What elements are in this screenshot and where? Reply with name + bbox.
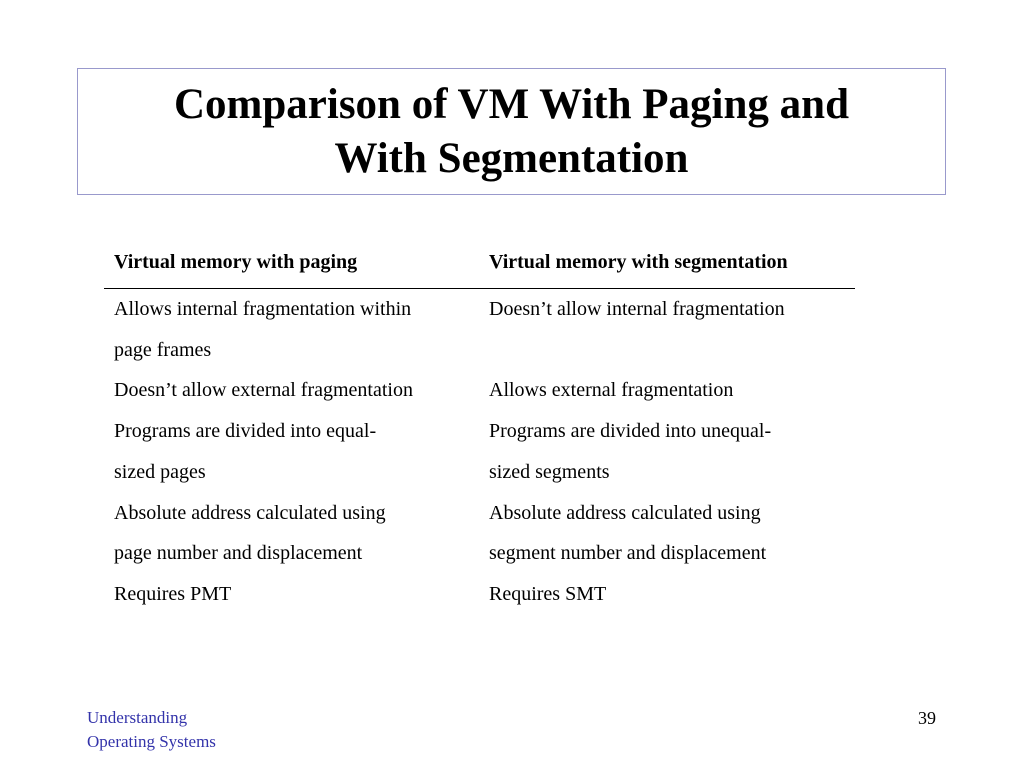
slide-title-line-1: Comparison of VM With Paging and	[174, 80, 849, 128]
header-segmentation: Virtual memory with segmentation	[489, 251, 788, 273]
table-row	[104, 533, 855, 574]
footer-line-1: Understanding	[87, 708, 188, 727]
footer-line-2: Operating Systems	[87, 732, 216, 751]
table-cell-paging: page number and displacement	[114, 542, 363, 565]
table-cell-segmentation: segment number and displacement	[489, 542, 767, 565]
footer-book-title	[87, 706, 216, 754]
table-cell-segmentation	[479, 330, 855, 371]
title-box	[77, 68, 946, 195]
table-cell-paging: Programs are divided into equal-	[114, 420, 377, 443]
page-number: 39	[918, 708, 936, 728]
table-row	[104, 289, 855, 330]
table-row	[104, 370, 855, 411]
table-cell-segmentation: Absolute address calculated using	[489, 501, 761, 524]
table-cell-segmentation: Requires SMT	[489, 582, 607, 605]
table-cell-paging: page frames	[114, 338, 212, 361]
table-cell-segmentation: Programs are divided into unequal-	[489, 420, 772, 443]
table-row	[104, 493, 855, 534]
table-cell-paging: Doesn’t allow external fragmentation	[114, 379, 413, 402]
table-row	[104, 411, 855, 452]
table-cell-paging: sized pages	[114, 460, 206, 483]
comparison-table	[104, 241, 855, 615]
table-cell-paging: Absolute address calculated using	[114, 501, 386, 524]
table-cell-segmentation: sized segments	[489, 460, 610, 483]
table-cell-segmentation: Allows external fragmentation	[489, 379, 734, 402]
table-cell-segmentation: Doesn’t allow internal fragmentation	[489, 298, 785, 320]
table-row	[104, 452, 855, 493]
table-cell-paging: Allows internal fragmentation within	[114, 298, 412, 320]
table-row	[104, 574, 855, 615]
table-row	[104, 330, 855, 371]
table-header-row	[104, 241, 855, 289]
slide-title-line-2: With Segmentation	[334, 134, 689, 182]
header-paging: Virtual memory with paging	[114, 251, 358, 273]
table-cell-paging: Requires PMT	[114, 582, 232, 605]
